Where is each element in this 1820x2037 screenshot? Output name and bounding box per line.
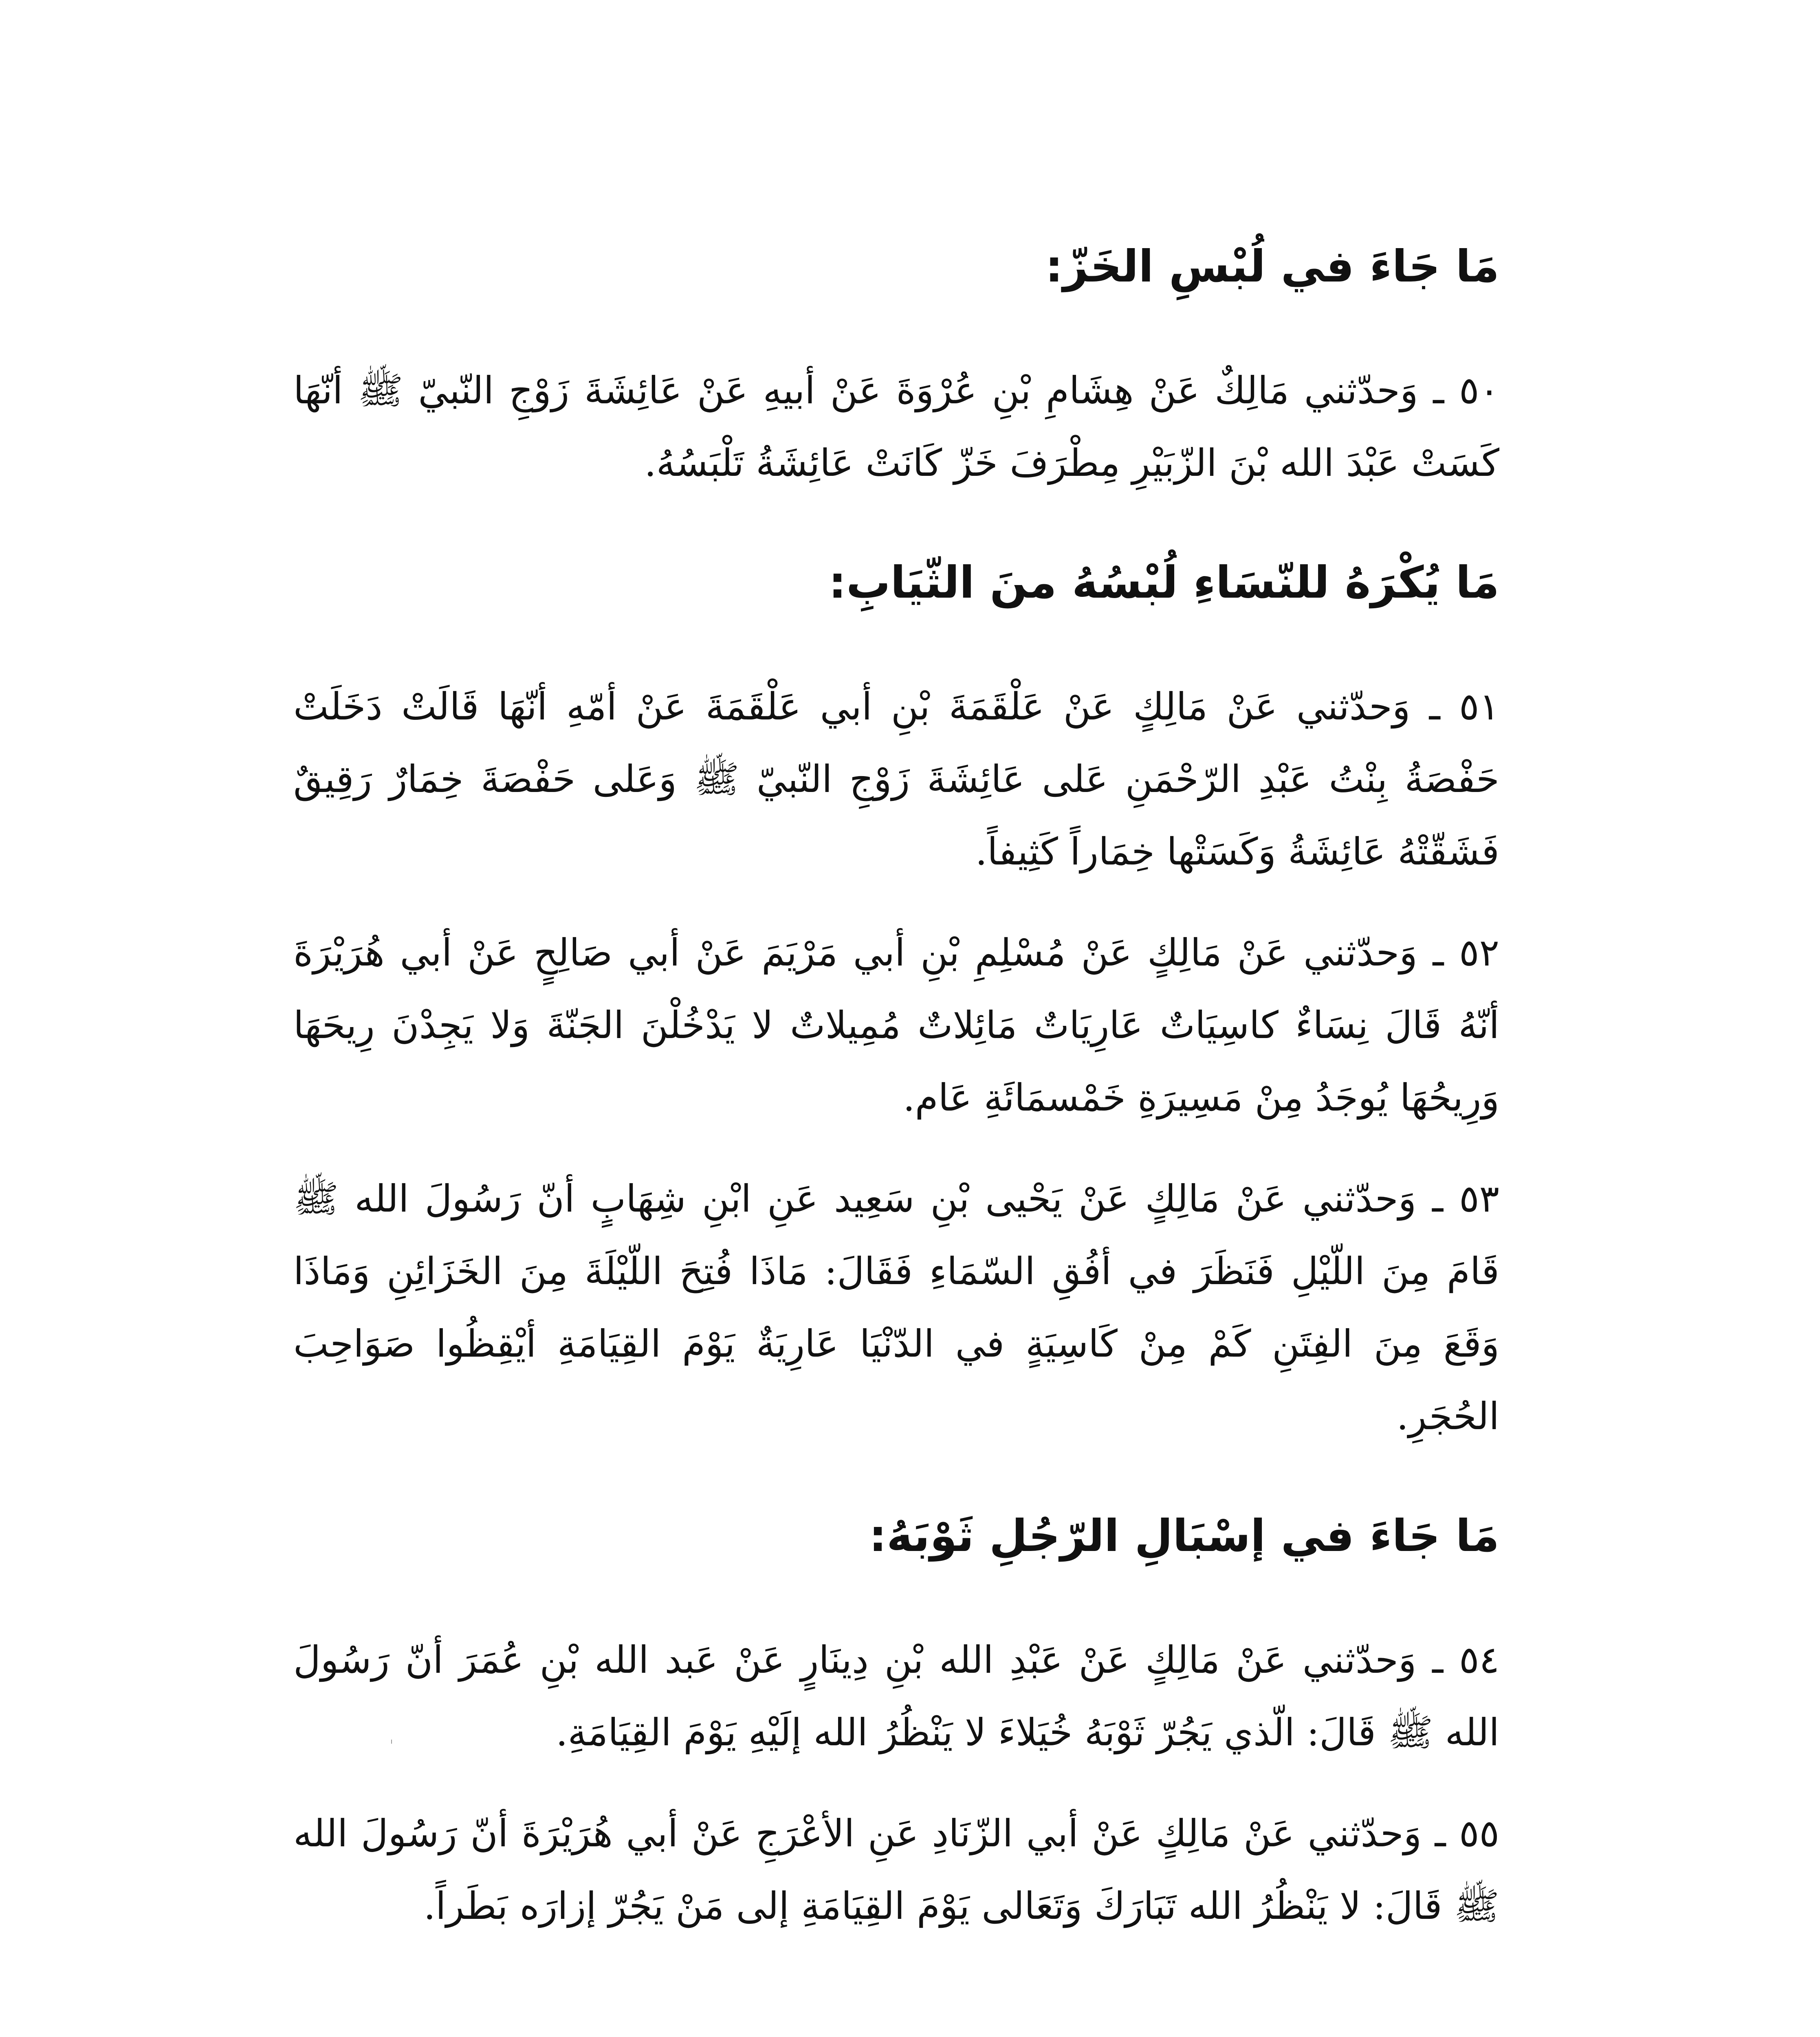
hadith-53: ٥٣ ـ وَحدّثني عَنْ مَالِكٍ عَنْ يَحْيى بْنِ سَعِيد عَنِ ابْنِ شِهَابٍ أنّ رَسُولَ الله ﷺ قَامَ مِنَ اللّيْلِ فَنَظَرَ في أفُقِ السّمَاءِ فَقَالَ: مَاذَا فُتِحَ اللّيْلَةَ مِنَ الخَزَائِنِ وَمَاذَا وَقَعَ مِنَ الفِتَنِ كَمْ مِنْ كَاسِيَةٍ في الدّنْيَا عَارِيَةٌ يَوْمَ القِيَامَةِ أيْقِظُوا صَوَاحِبَ الحُجَرِ.	[293, 1177, 1500, 1438]
section-heading-silk: مَا جَاءَ في لُبْسِ الخَزّ:	[1045, 241, 1499, 292]
page-body	[293, 228, 1499, 1971]
hadith-54: ٥٤ ـ وَحدّثني عَنْ مَالِكٍ عَنْ عَبْدِ الله بْنِ دِينَارٍ عَنْ عَبد الله بْنِ عُمَرَ أنّ رَسُولَ الله ﷺ قَالَ: الّذي يَجُرّ ثَوْبَهُ خُيَلاءَ لا يَنْظُرُ الله إلَيْهِ يَوْمَ القِيَامَةِ.	[293, 1638, 1499, 1754]
hadith-55: ٥٥ ـ وَحدّثني عَنْ مَالِكٍ عَنْ أبي الزّنَادِ عَنِ الأعْرَجِ عَنْ أبي هُرَيْرَةَ أنّ رَسُولَ الله ﷺ قَالَ: لا يَنْظُرُ الله تَبَارَكَ وَتَعَالى يَوْمَ القِيَامَةِ إلى مَنْ يَجُرّ إزارَه بَطَراً.	[293, 1812, 1499, 1928]
section-heading-isbal: مَا جَاءَ في إسْبَالِ الرّجُلِ ثَوْبَهُ:	[869, 1511, 1499, 1562]
scan-mark	[391, 1740, 392, 1744]
hadith-52: ٥٢ ـ وَحدّثني عَنْ مَالِكٍ عَنْ مُسْلِمِ بْنِ أبي مَرْيَمَ عَنْ أبي صَالِحٍ عَنْ أبي هُرَيْرَةَ أنّهُ قَالَ نِسَاءٌ كاسِيَاتٌ عَارِيَاتٌ مَائِلاتٌ مُمِيلاتٌ لا يَدْخُلْنَ الجَنّةَ وَلا يَجِدْنَ رِيحَهَا وَرِيحُهَا يُوجَدُ مِنْ مَسِيرَةِ خَمْسمَائَةِ عَام.	[293, 931, 1499, 1120]
hadith-51: ٥١ ـ وَحدّثني عَنْ مَالِكٍ عَنْ عَلْقَمَةَ بْنِ أبي عَلْقَمَةَ عَنْ أمّهِ أنّهَا قَالَتْ دَخَلَتْ حَفْصَةُ بِنْتُ عَبْدِ الرّحْمَنِ عَلى عَائِشَةَ زَوْجِ النّبيّ ﷺ وَعَلى حَفْصَةَ خِمَارٌ رَقِيقٌ فَشَقّتْهُ عَائِشَةُ وَكَسَتْها خِمَاراً كَثِيفاً.	[293, 685, 1499, 873]
hadith-50: ٥٠ ـ وَحدّثني مَالِكٌ عَنْ هِشَامِ بْنِ عُرْوَةَ عَنْ أبيهِ عَنْ عَائِشَةَ زَوْجِ النّبيّ ﷺ أنّهَا كَسَتْ عَبْدَ الله بْنَ الزّبَيْرِ مِطْرَفَ خَزّ كَانَتْ عَائِشَةُ تَلْبَسُهُ.	[293, 369, 1499, 485]
section-heading-women-clothing: مَا يُكْرَهُ للنّسَاءِ لُبْسُهُ منَ الثّيَابِ:	[828, 557, 1499, 608]
